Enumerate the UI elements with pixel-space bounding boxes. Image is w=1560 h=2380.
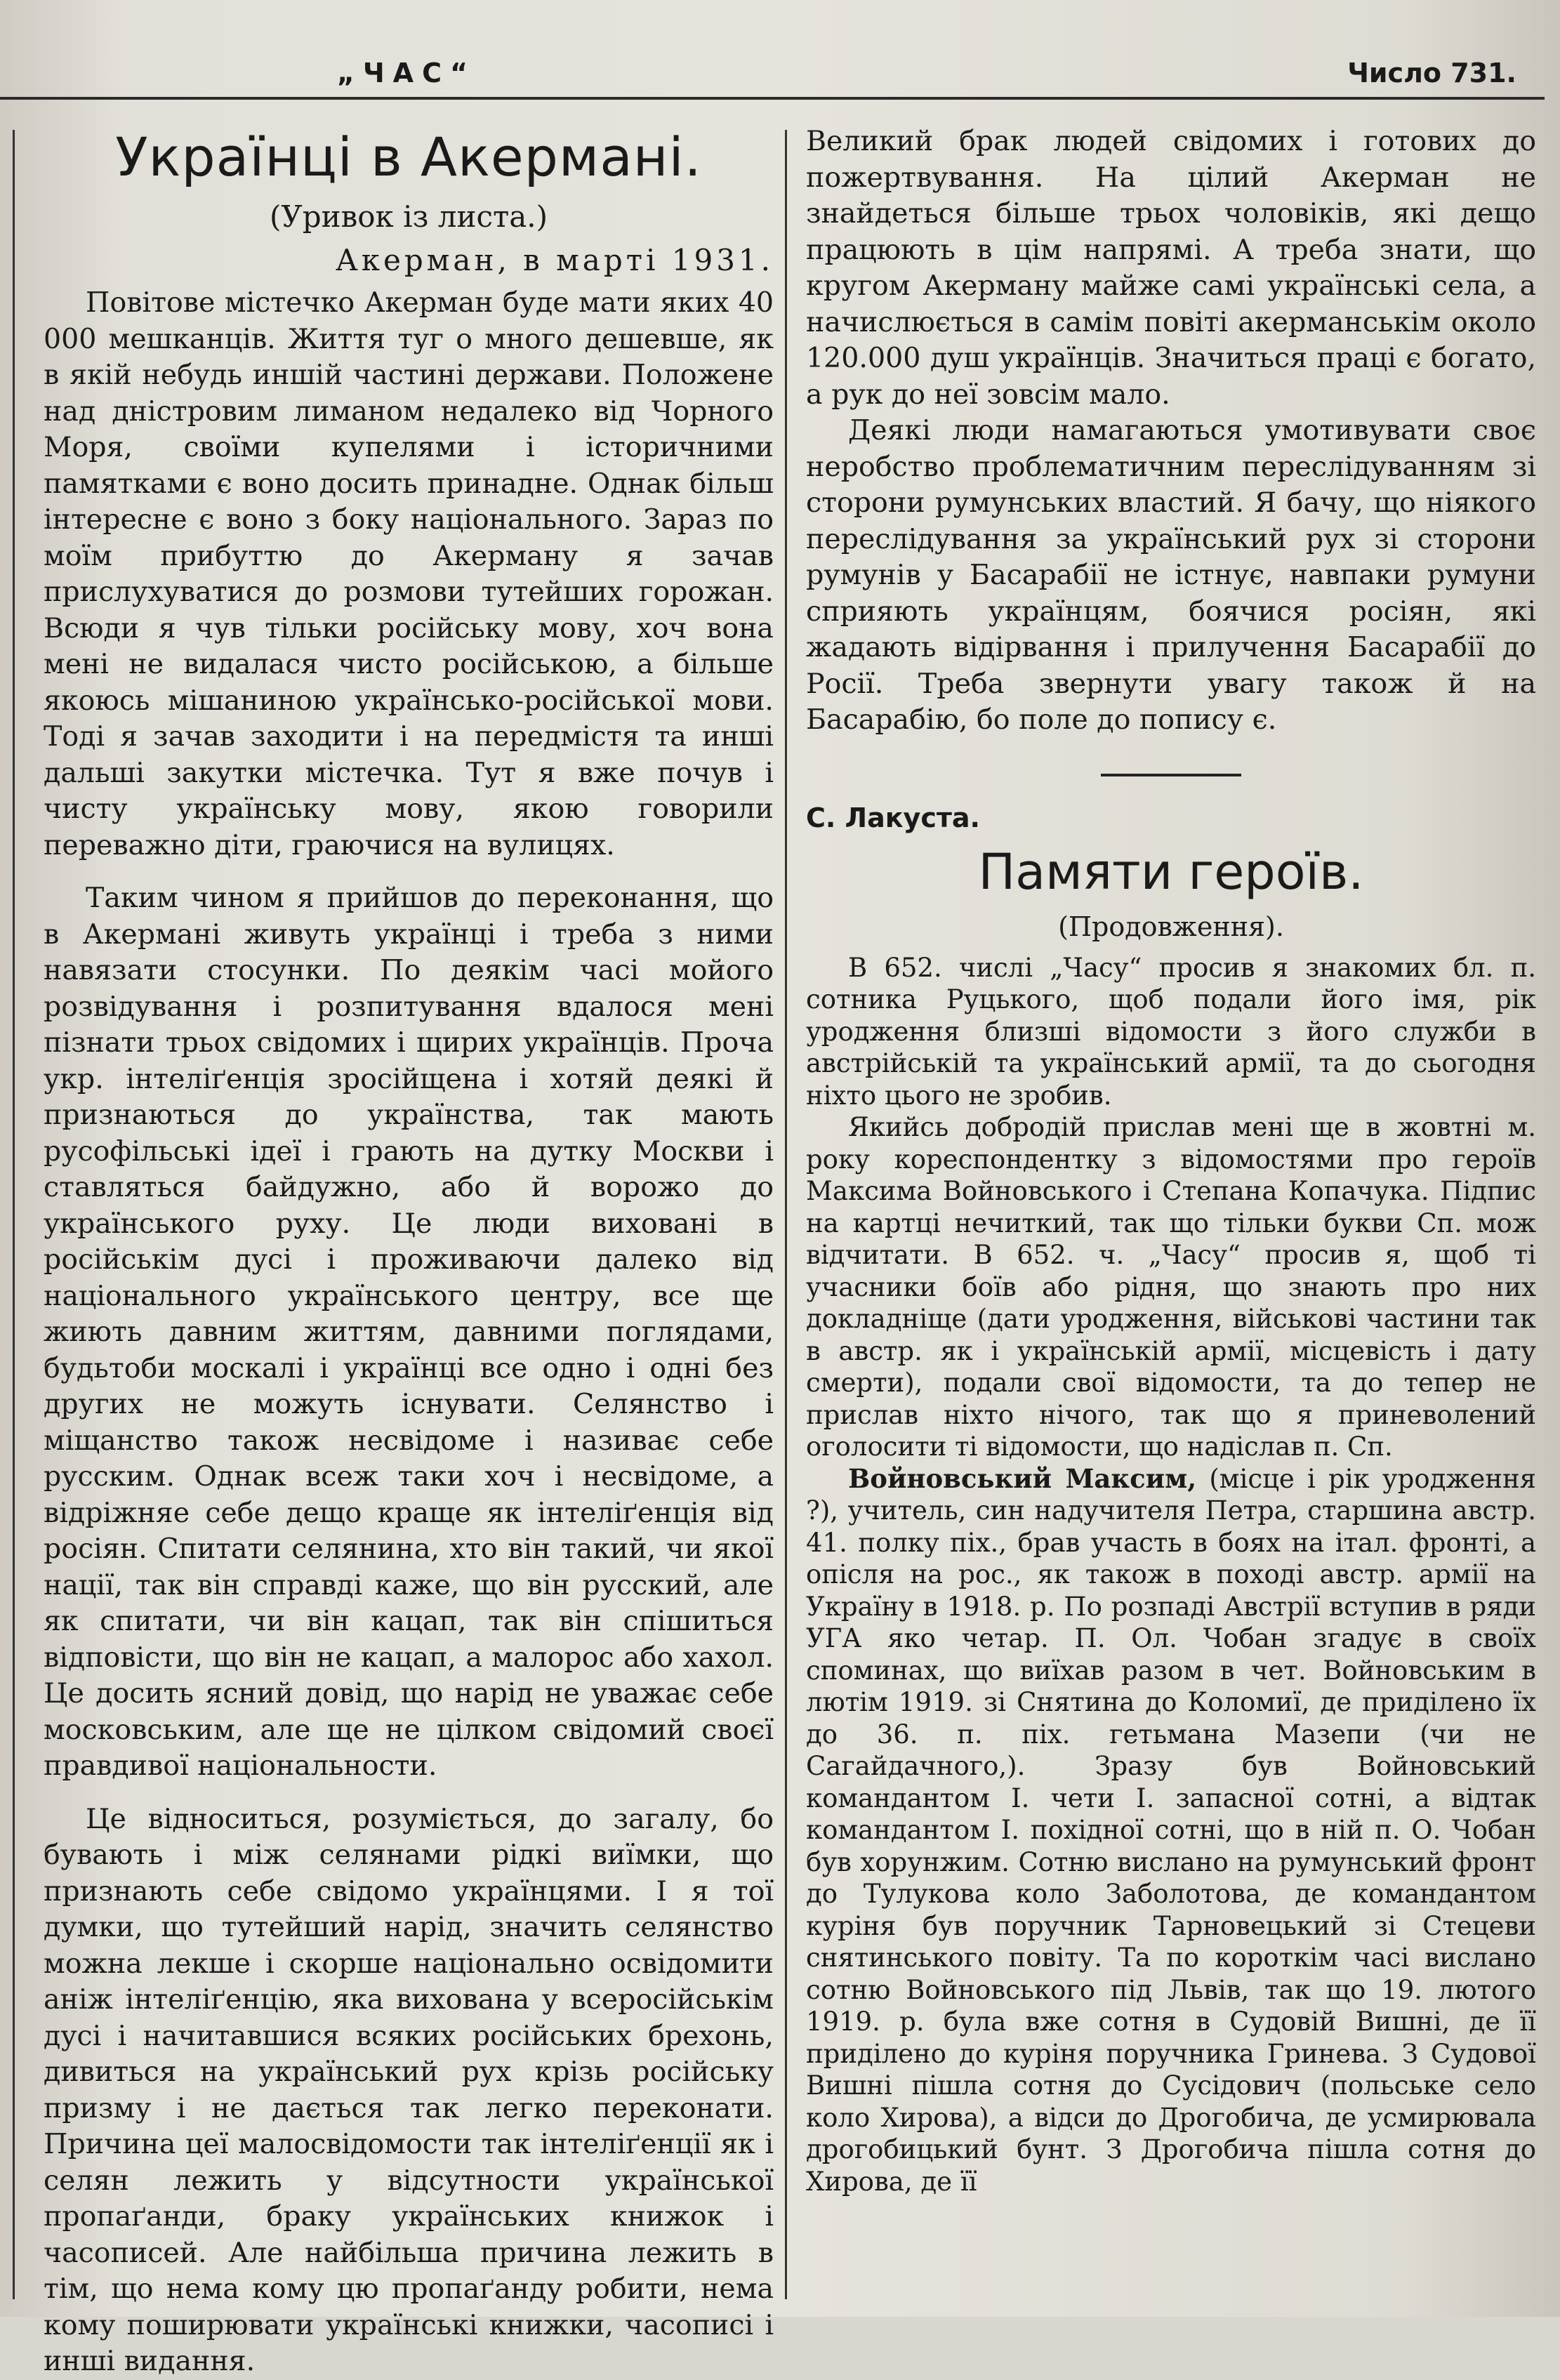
article-paragraph: Повітове містечко Акерман буде мати яких 40 000 мешканців. Життя туг о много дешевше, як в якій небудь иншій частині держави. Положене над дністровим лиманом недалеко від Чорного Моря, своїми купелями і історичними памятками є воно досить принадне. Однак більш інтересне є воно з боку національного. Зараз по моїм прибуттю до Акерману я зачав прислухуватися до розмови тутейших горожан. Всюди я чув тільки російську мову, хоч вона мені не видалася чисто російською, а більше якоюсь мішаниною українсько-російської мови. Тоді я зачав заходити і на передмістя та инші дальші закутки містечка. Тут я вже почув і чисту українську мову, якою говорили переважно діти, граючися на вулицях. [44,286,774,861]
running-head [0,0,1560,123]
article-author: С. Лакуста. [806,802,980,833]
article-title: Памяти героїв. [978,842,1364,901]
header-rule [0,97,1545,100]
article-akerman [44,119,774,2380]
article-subtitle: (Продовження). [1058,911,1284,942]
issue-number: Число 731. [1347,58,1516,88]
biography-entry [806,1463,1536,2198]
entry-text: (місце і рік уродження ?), учитель, син надучителя Петра, старшина австр. 41. полку піх., брав участь в боях на італ. фронті, а опісля на рос., як також в поході австр. армії на Україну в 1918. р. По розпаді Австрії вступив в ряди УГА яко четар. П. Ол. Чобан згадує в своїх споминах, що виїхав разом в чет. Войновським в лютім 1919. зі Снятина до Коломиї, де приділено їх до 36. п. піх. гетьмана Мазепи (чи не Сагайдачного,). Зразу був Войновський командантом І. чети І. запасної сотні, а відтак командантом І. похідної сотні, що в ній п. О. Чобан був хорунжим. Сотню вислано на румунський фронт до Тулукова коло Заболотова, де командантом куріня був поручник Тарновецький зі Стецеви снятинського повіту. Та по короткім часі вислано сотню Войновського під Львів, так що 19. лютого 1919. р. була вже сотня в Судовій Вишні, де її приділено до куріня поручника Гринева. З Судової Вишні пішла сотня до Сусідович (польське село коло Хирова), а відси до Дрогобича, де усмирювала дрогобицький бунт. З Дрогобича пішла сотня до Хирова, де її [806,1463,1536,2197]
article-title: Українці в Акермані. [115,126,702,188]
article-separator [1101,774,1241,776]
article-dateline: Акерман, в марті 1931. [335,243,774,277]
article-paragraph: Це відноситься, розуміється, до загалу, бо бувають і між селянами рідкі виїмки, що признають себе свідомо українцями. І я тої думки, що тутейший нарід, значить селянство можна лекше і скорше національно освідомити аніж інтеліґенцію, яка вихована у всеросійськім дусі і начитавшися всяких російських брехонь, дивиться на український рух крізь російську призму і не дається так легко переконати. Причина цеї малосвідомости так інтеліґенції як і селян лежить у відсутности української пропаґанди, браку українських книжок і часописей. Але найбільша причина лежить в тім, що нема кому цю пропаґанду робити, нема кому поширювати українські книжки, часописі і инші видання. [44,1802,774,2377]
entry-name: Войновський Максим, [848,1462,1197,1494]
article-paragraph: В 652. числі „Часу“ просив я знакомих бл. п. сотника Руцького, щоб подали його імя, рік уродження близші відомости з його служби в австрійській та український армії, та до сьогодня ніхто цього не зробив. [806,952,1536,1111]
right-column [806,124,1536,2197]
article-paragraph-continued: Великий брак людей свідомих і готових до пожертвування. На цілий Акерман не знайдеться більше трьох чоловіків, які дещо працюють в цім напрямі. А треба знати, що кругом Акерману майже самі українські села, а начислюється в самім повіті акерманськім около 120.000 душ українців. Значиться праці є богато, а рук до неї зовсім мало. [806,125,1536,411]
article-paragraph: Якийсь добродій прислав мені ще в жовтні м. року кореспондентку з відомостями про героїв Максима Войновського і Степана Копачука. Підпис на картці нечиткий, так що тільки букви Сп. мож відчитати. В 652. ч. „Часу“ просив я, щоб ті учасники боїв або рідня, що знають про них докладніще (дати уродження, військові частини так в австр. як і українській армії, місцевість і дату смерти), подали свої відомости, та до тепер не прислав ніхто нічого, так що я приневолений оголосити ті відомости, що надіслав п. Сп. [806,1112,1536,1462]
left-column-border [13,130,15,2299]
article-paragraph: Деякі люди намагаються умотивувати своє неробство проблематичним переслідуванням зі сторони румунських властий. Я бачу, що ніякого переслідування за український рух зі сторони румунів у Басарабії не істнує, навпаки румуни сприяють українцям, боячися росіян, які жадають відірвання і прилучення Басарабії до Росії. Треба звернути увагу також й на Басарабію, бо поле до попису є. [806,414,1536,736]
column-divider [785,130,787,2299]
newspaper-name: „ЧАС“ [337,58,476,88]
article-paragraph: Таким чином я прийшов до переконання, що в Акермані живуть українці і треба з ними навязати стосунки. По деякім часі мойого розвідування і розпитування вдалося мені пізнати трьох свідомих і щирих українців. Проча укр. інтеліґенція зросійщена і хотяй деякі й признаються до українства, так мають русофільські ідеї і грають на дутку Москви і ставляться байдужно, або й ворожо до українського руху. Це люди виховані в російськім дусі і проживаючи далеко від національного українського центру, все ще жиють давним життям, давними поглядами, будьтоби москалі і українці все одно і одні без других не можуть існувати. Селянство і міщанство також несвідоме і називає себе русским. Однак всеж таки хоч і несвідоме, а відріжняе себе дещо краще як інтеліґенція від росіян. Спитати селянина, хто він такий, чи якої нації, так він справді каже, що він русский, але як спитати, чи він кацап, так він спішиться відповісти, що він не кацап, а малорос або хахол. Це досить ясний довід, що нарід не уважає себе московським, але ще не цілком свідомий своєї правдивої національности. [44,882,774,1782]
article-heroes-body [806,952,1536,2198]
article-subtitle: (Уривок із листа.) [269,199,548,234]
